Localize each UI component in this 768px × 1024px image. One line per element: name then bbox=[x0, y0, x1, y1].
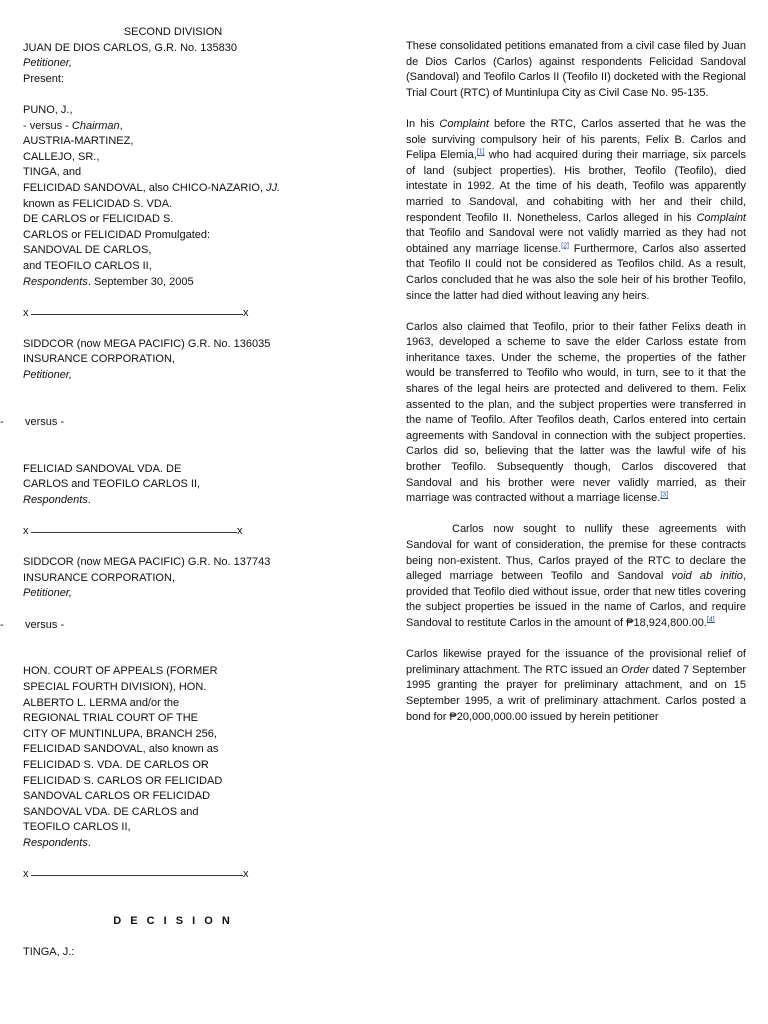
caption-line: FELICIAD SANDOVAL VDA. DE bbox=[23, 462, 182, 475]
separator-line bbox=[23, 306, 323, 322]
division-heading: SECOND DIVISION bbox=[123, 26, 223, 38]
separator-rule bbox=[31, 314, 243, 315]
spacer bbox=[23, 508, 323, 524]
spacer bbox=[23, 290, 323, 306]
caption-line: FELICIDAD S. CARLOS OR FELICIDAD bbox=[23, 774, 223, 787]
caption-line: AUSTRIA-MARTINEZ, bbox=[23, 135, 134, 148]
spacer bbox=[23, 384, 323, 400]
separator-rule bbox=[31, 532, 237, 533]
spacer bbox=[23, 87, 323, 103]
case2-caption bbox=[0, 337, 323, 509]
separator-mark: x bbox=[243, 306, 249, 319]
text-run: who had acquired during their marriage, six parcels of land (subject properties). His brother, Teofilo (Teofilo), died intestate in 1992. At the time of his death, Teofilo was apparently married to Sandoval, and cohabiting with her and their child, respondent Teofilo II. Nonetheless, Carlos alleged in his bbox=[406, 149, 746, 224]
separator-mark: x bbox=[23, 525, 29, 537]
decision-body-column bbox=[406, 39, 746, 741]
footnote-link-2[interactable]: [2] bbox=[561, 242, 569, 250]
spacer bbox=[23, 898, 323, 914]
case-caption-column bbox=[0, 25, 323, 961]
footnote-link-4[interactable]: [4] bbox=[706, 616, 715, 624]
text-run: Carlos likewise prayed for the issuance of the provisional relief of preliminary attachment. The RTC issued an bbox=[406, 648, 746, 676]
caption-line: TINGA, and bbox=[23, 166, 82, 179]
spacer bbox=[23, 540, 323, 556]
caption-line: PUNO, J., bbox=[23, 103, 73, 116]
spacer bbox=[23, 929, 323, 945]
spacer bbox=[23, 430, 323, 446]
text-run-italic: Complaint bbox=[439, 117, 489, 130]
ponente: TINGA, J.: bbox=[23, 946, 75, 959]
caption-line: JUAN DE DIOS CARLOS, G.R. No. 135830 bbox=[23, 41, 237, 54]
versus-line bbox=[0, 618, 323, 634]
caption-line: SPECIAL FOURTH DIVISION), HON. bbox=[23, 680, 207, 693]
caption-line: INSURANCE CORPORATION, bbox=[23, 571, 175, 584]
separator-mark: x bbox=[243, 868, 249, 881]
spacer bbox=[23, 602, 323, 618]
paragraph-5 bbox=[406, 647, 746, 725]
separator-mark: x bbox=[23, 306, 29, 319]
case3-caption bbox=[0, 555, 323, 851]
decision-heading: D E C I S I O N bbox=[113, 914, 233, 927]
footnote-link-1[interactable]: [1] bbox=[476, 148, 485, 156]
text-run-italic: Complaint bbox=[696, 211, 746, 224]
caption-line: - versus - Chairman, bbox=[23, 119, 123, 132]
versus-text: versus - bbox=[25, 415, 65, 428]
separator-mark: x bbox=[237, 525, 243, 537]
paragraph-4 bbox=[406, 522, 746, 631]
text-run: , provided that Teofilo died without issue, order that new titles covering the subject properties be issued in the name of Carlos, and require Sandoval to restitute Carlos in the amount of ₱18,924,800.00. bbox=[406, 570, 746, 629]
paragraph-3 bbox=[406, 320, 746, 507]
caption-line: SANDOVAL CARLOS OR FELICIDAD bbox=[23, 790, 211, 803]
caption-line: SANDOVAL DE CARLOS, bbox=[23, 244, 152, 257]
caption-line: CITY OF MUNTINLUPA, BRANCH 256, bbox=[23, 727, 217, 740]
spacer bbox=[23, 649, 323, 665]
caption-line: Petitioner, bbox=[23, 57, 72, 70]
versus-line bbox=[0, 415, 323, 431]
caption-line: CALLEJO, SR., bbox=[23, 150, 100, 163]
caption-line: Present: bbox=[23, 72, 64, 85]
caption-line: Respondents. bbox=[23, 493, 91, 506]
text-run: Furthermore, Carlos also asserted that Teofilo II could not be considered as Teofilos child. As a result, Carlos concluded that he was also the sole heir of his brother Teofilo, since the latter had died without leaving any heirs. bbox=[406, 242, 747, 302]
text-run: In his bbox=[406, 117, 440, 130]
caption-line: CARLOS or FELICIDAD Promulgated: bbox=[23, 228, 211, 241]
spacer bbox=[23, 633, 323, 649]
separator-mark: x bbox=[23, 868, 29, 881]
separator-rule bbox=[31, 875, 243, 876]
caption-line: TEOFILO CARLOS II, bbox=[23, 821, 131, 834]
caption-line: DE CARLOS or FELICIDAD S. bbox=[23, 213, 174, 226]
caption-line: Petitioner, bbox=[23, 369, 72, 382]
caption-line: INSURANCE CORPORATION, bbox=[23, 353, 175, 366]
caption-line: SIDDCOR (now MEGA PACIFIC) G.R. No. 136035 bbox=[23, 337, 271, 350]
caption-line: Petitioner, bbox=[23, 587, 72, 600]
caption-line: and TEOFILO CARLOS II, bbox=[23, 259, 152, 272]
caption-line: FELICIDAD S. VDA. DE CARLOS OR bbox=[23, 758, 209, 771]
spacer bbox=[23, 321, 323, 337]
spacer bbox=[23, 851, 323, 867]
versus-text: versus - bbox=[25, 618, 65, 631]
separator-line bbox=[23, 867, 323, 883]
paragraph-2 bbox=[406, 117, 746, 304]
text-run-italic: Order bbox=[621, 663, 650, 676]
caption-line: known as FELICIDAD S. VDA. bbox=[23, 197, 173, 210]
text-run: before the RTC, Carlos asserted that he was the sole surviving compulsory heir of his parents, Felix B. Carlos and Felipa Elemia, bbox=[406, 117, 746, 162]
spacer bbox=[23, 446, 323, 462]
caption-line: Respondents. bbox=[23, 836, 91, 849]
case1-caption bbox=[23, 41, 323, 291]
text-run: Carlos also claimed that Teofilo, prior to their father Felixs death in 1963, developed a scheme to save the elder Carloss estate from inheritance taxes. Under the scheme, the properties of the father would be transferred to Teofilo who would, in turn, see to it that the shares of the legal heirs are protected and delivered to them. Felix assented to the plan, and the subject properties were transferred in the name of Teofilo. After Teofilos death, Carlos entered into certain agreements with Sandoval in connection with the subject properties. Carlos did so, believing that the latter was the lawful wife of his brother Teofilo. Subsequently though, Carlos discovered that Sandoval and his brother were never validly married, as their marriage was contracted without a marriage license. bbox=[406, 320, 746, 505]
text-run: that Teofilo and Sandoval were not validly married as they had not obtained any marriage license. bbox=[406, 227, 746, 255]
footnote-link-3[interactable]: [3] bbox=[660, 491, 669, 499]
caption-line: REGIONAL TRIAL COURT OF THE bbox=[23, 712, 199, 725]
text-run: dated 7 September 1995 granting the prayer for preliminary attachment, and on 15 September 1995, a writ of preliminary attachment. Carlos posted a bond for ₱20,000,000.00 issued by herein petitioner bbox=[406, 663, 746, 723]
versus-dash: - bbox=[0, 618, 4, 631]
caption-line: HON. COURT OF APPEALS (FORMER bbox=[23, 665, 218, 678]
caption-line: ALBERTO L. LERMA and/or the bbox=[23, 696, 180, 709]
text-run: Carlos now sought to nullify these agreements with Sandoval for want of consideration, the premise for these contracts being non-existent. Thus, Carlos prayed of the RTC to declare the alleged marriage between Teofilo and Sandoval bbox=[406, 523, 746, 583]
caption-line: FELICIDAD SANDOVAL, also CHICO-NAZARIO, JJ. bbox=[23, 181, 281, 194]
caption-line: FELICIDAD SANDOVAL, also known as bbox=[23, 743, 219, 756]
caption-line: CARLOS and TEOFILO CARLOS II, bbox=[23, 478, 201, 491]
caption-line: Respondents. September 30, 2005 bbox=[23, 275, 194, 288]
spacer bbox=[23, 399, 323, 415]
caption-line: SIDDCOR (now MEGA PACIFIC) G.R. No. 137743 bbox=[23, 556, 271, 569]
caption-line: SANDOVAL VDA. DE CARLOS and bbox=[23, 805, 199, 818]
paragraph-1: These consolidated petitions emanated from a civil case filed by Juan de Dios Carlos (Carlos) against respondents Felicidad Sandoval (Sandoval) and Teofilo Carlos II (Teofilo II) docketed with the Regional Trial Court (RTC) of Muntinlupa City as Civil Case No. 95-135. bbox=[406, 40, 746, 99]
spacer bbox=[23, 883, 323, 899]
text-run-italic: void ab initio bbox=[671, 570, 743, 583]
versus-dash: - bbox=[0, 415, 4, 428]
separator-line bbox=[23, 524, 323, 540]
